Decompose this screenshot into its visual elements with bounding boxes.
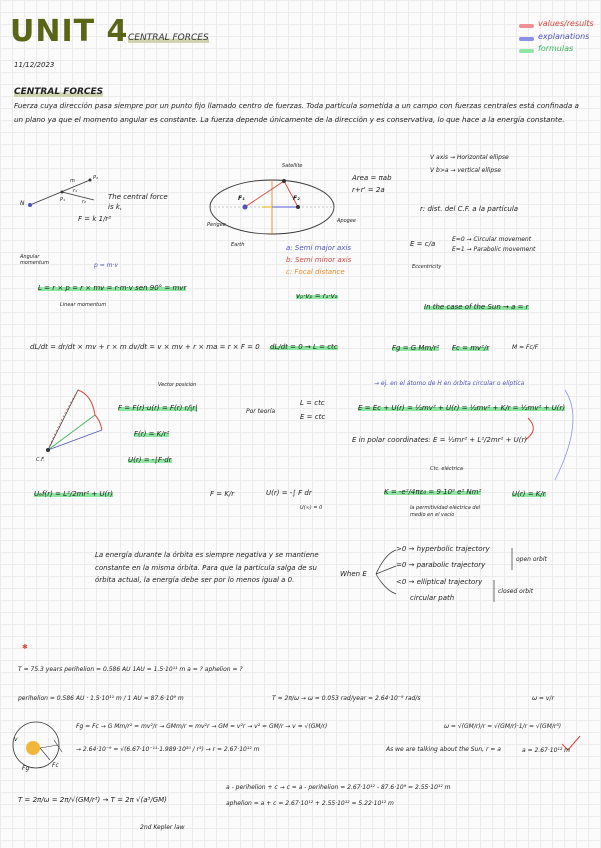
ellipse-diagram <box>210 179 334 234</box>
central-force-formula: F = k 1/r² <box>78 215 112 223</box>
mass-note: M = Fc/F <box>512 344 539 351</box>
when-e-label: When E <box>340 570 367 578</box>
earth-label: Earth <box>231 242 245 248</box>
coulomb-constant: K = -e²/4πε₀ = 9·10⁹ e² Nm² <box>384 488 482 496</box>
central-force-label: The central force is k, <box>108 193 168 211</box>
sun-case-note: In the case of the Sun → a = r <box>424 303 529 311</box>
vector-diagram <box>46 390 102 452</box>
semi-major-def: a: Semi major axis <box>286 244 352 252</box>
horizontal-ellipse-note: V axis → Horizontal ellipse <box>430 154 509 161</box>
force-m-label: m <box>70 178 75 184</box>
distance-definition: r: dist. del C.F. a la partícula <box>420 205 519 213</box>
eccentricity-label: Eccentricity <box>412 264 442 270</box>
mechanical-energy: E = Ec + U(r) = ½mv² + U(r) = ½mv² + K/r = ½mv² + U(r) <box>358 404 566 412</box>
angular-constant: dL/dt = 0 → L = ctc <box>270 343 338 351</box>
circular-path: circular path <box>410 594 455 602</box>
centripetal-force: Fc = mv²/r <box>452 344 490 352</box>
page-subtitle: CENTRAL FORCES <box>128 33 209 43</box>
gravity-force: Fg = G Mm/r² <box>392 344 440 352</box>
page-title: UNIT 4 <box>10 14 129 49</box>
gravity-label: Fg <box>22 765 30 772</box>
theorem-label: Por teoría <box>246 408 276 415</box>
centripetal-label: Fc <box>52 762 59 769</box>
atom-note: → ej. en el átomo de H en órbita circular o elíptica <box>374 380 525 387</box>
focal-distance-calc: a - perihelion + c → c = a - perihelion = 2.67·10¹² - 87.6·10⁹ = 2.55·10¹² m <box>226 784 451 791</box>
section-heading: CENTRAL FORCES <box>14 87 104 97</box>
eccentricity-parabolic: E=1 → Parabolic movement <box>452 246 536 253</box>
focus-f2-label: F₂ <box>293 195 300 202</box>
kepler-period: T = 2π/ω = 2π/√(GM/r³) → T = 2π √(a³/GM) <box>18 796 167 804</box>
vertical-ellipse-note: V b>a → vertical ellipse <box>430 167 501 174</box>
force-k: F(r) = K/r² <box>134 430 170 438</box>
ellipse-area: Area = πab <box>352 174 392 182</box>
focal-distance-def: c: Focal distance <box>286 268 345 276</box>
omega-expression: ω = √(GM/r)/r = √(GM/r)·1/r = √(GM/r³) <box>444 723 562 730</box>
aphelion-calc: aphelion = a + c = 2.67·10¹² + 2.55·10¹² = 5.22·10¹² m <box>226 800 394 807</box>
kepler-law-label: 2nd Kepler law <box>140 824 185 831</box>
potential-integral-inf: U(r) = -∫ F dr <box>266 489 312 497</box>
closed-orbit-label: closed orbit <box>498 588 534 595</box>
force-n-label: N <box>20 200 25 207</box>
parabolic-trajectory: =0 → parabolic trajectory <box>396 561 486 569</box>
legend-values: values/results <box>538 19 594 28</box>
radius-solution: → 2.64·10⁻⁹ = √(6.67·10⁻¹¹·1.989·10³⁰ / r³) → r = 2.67·10¹² m <box>76 746 260 753</box>
angular-derivative: dL/dt = dr/dt × mv + r × m dv/dt = v × mv + r × ma = r × F = 0 <box>30 343 260 351</box>
polar-energy: E in polar coordinates: E = ½mr² + L²/2mr² + U(r) <box>352 436 528 444</box>
force-balance-chain: Fg = Fc → G Mm/r² = mv²/r → GMm/r = mv²r → GM = v²r → v² = GM/r → v = √(GM/r) <box>76 723 328 730</box>
e-constant: E = ctc <box>300 413 326 421</box>
velocity-relation: vₚ·vₚ = rₐ·vₐ <box>296 292 338 300</box>
potential-k-over-r: U(r) = K/r <box>512 490 546 498</box>
angular-velocity: T = 2π/ω → ω = 0.053 rad/year = 2.64·10⁻⁹ rad/s <box>272 695 421 702</box>
apogee-label: Apogee <box>337 218 356 224</box>
potential-integral: U(r) = -∫F·dr <box>128 456 172 464</box>
position-vector-label: Vector posición <box>158 382 197 388</box>
focus-f1-label: F₁ <box>238 195 245 202</box>
date: 11/12/2023 <box>14 61 55 69</box>
elliptical-trajectory: <0 → elliptical trajectory <box>396 578 483 586</box>
l-constant: L = ctc <box>300 399 325 407</box>
force-r2-label: r₂ <box>82 199 87 205</box>
force-p1-label: P₁ <box>60 197 66 203</box>
electric-const-label: Ctc. eléctrica <box>430 466 463 472</box>
perigee-label: Perigee <box>207 222 226 228</box>
semi-minor-def: b: Semi minor axis <box>286 256 352 264</box>
legend-formulas: formulas <box>538 44 574 53</box>
linear-momentum-label: Linear momentum <box>60 302 107 308</box>
hyperbolic-trajectory: >0 → hyperbolic trajectory <box>396 545 490 553</box>
intro-paragraph: Fuerza cuya dirección pasa siempre por un punto fijo llamado centro de fuerzas. Toda partícula sometida a un campo con fuerzas centrales está confinada a un plano ya que el momento angular es constante. La fuerza depende únicamente de la dirección y es conservativa, lo que hace a la energía constante. <box>14 101 579 124</box>
force-vector: F = F(r)·u(r) = F(r) r/|r| <box>118 404 198 412</box>
legend-explanations: explanations <box>538 32 590 41</box>
eccentricity-circular: E=0 → Circular movement <box>452 236 532 243</box>
angular-momentum-label: Angular momentum <box>20 254 50 266</box>
ellipse-sum: r+r' = 2a <box>352 186 385 194</box>
linear-momentum-def: p = m·v <box>94 262 118 269</box>
angular-momentum-formula: L = r × p = r × mv = r·m·v sen 90° = mvr <box>38 284 187 292</box>
potential-infinity: U(∞) = 0 <box>300 505 323 511</box>
problem-data: T = 75.3 years perihelion = 0.586 AU 1AU = 1.5·10¹¹ m a = ? aphelion = ? <box>18 666 243 673</box>
center-force-label: C.F. <box>36 457 45 463</box>
sun-note: As we are talking about the Sun, r = a <box>386 746 501 753</box>
effective-potential: Uₑf(r) = L²/2mr² + U(r) <box>34 490 113 498</box>
open-orbit-label: open orbit <box>516 556 547 563</box>
orbit-energy-note: La energía durante la órbita es siempre negativa y se mantiene constante en la misma órbita. Para que la partícula salga de su órbita actual, la energía debe ser por lo menos igual a 0. <box>95 551 319 584</box>
permittivity-note: la permitividad eléctrica del medio en el vacío <box>410 505 481 518</box>
problem-star-icon: ✱ <box>22 643 28 651</box>
eccentricity-formula: E = c/a <box>410 240 436 248</box>
perihelion-conversion: perihelion = 0.586 AU · 1.5·10¹¹ m / 1 AU = 87.6·10⁹ m <box>18 695 184 702</box>
force-k-over-r: F = K/r <box>210 490 235 498</box>
force-r1-label: r₁ <box>73 188 78 194</box>
omega-v-relation: ω = v/r <box>532 695 554 702</box>
force-p2-label: P₂ <box>93 175 99 181</box>
velocity-label: v <box>14 736 18 743</box>
semi-major-result: a = 2.67·10¹² m <box>522 747 570 754</box>
satellite-label: Satellite <box>282 163 303 169</box>
